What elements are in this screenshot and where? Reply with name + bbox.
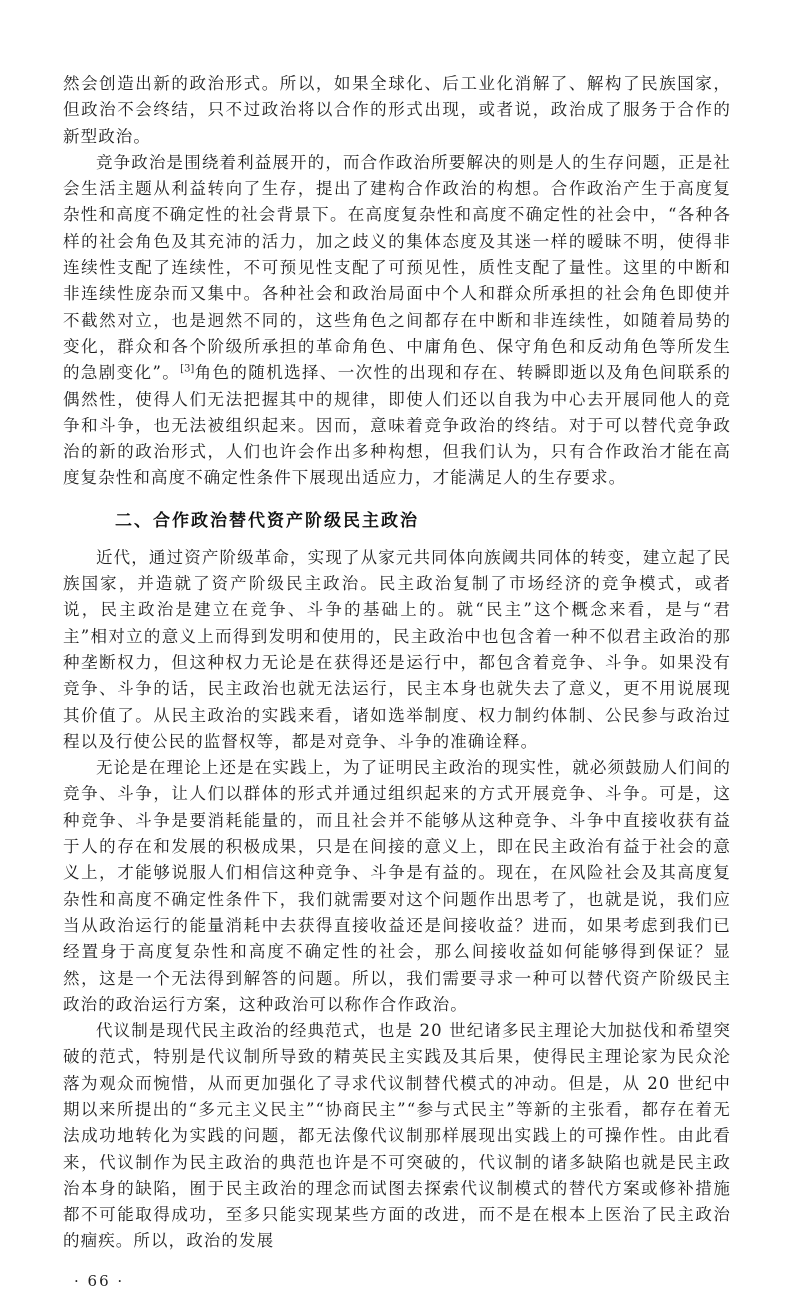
paragraph-competitive-politics: [63, 150, 731, 492]
document-page: [63, 71, 731, 1290]
paragraph-text-before-citation: 竞争政治是围绕着利益展开的，而合作政治所要解决的则是人的生存问题，正是社会生活主题从利益转向了生存，提出了建构合作政治的构想。合作政治产生于高度复杂性和高度不确定性的社会背景下。在高度复杂性和高度不确定性的社会中，“各种各样的社会角色及其充沛的活力，加之歧义的集体态度及其迷一样的暧昧不明，使得非连续性支配了连续性，不可预见性支配了可预见性，质性支配了量性。这里的中断和非连续性庞杂而又集中。各种社会和政治局面中个人和群众所承担的社会角色即使并不截然对立，也是迥然不同的，这些角色之间都存在中断和非连续性，如随着局势的变化，群众和各个阶级所承担的革命角色、中庸角色、保守角色和反动角色等所发生的急剧变化”。: [63, 152, 731, 383]
paragraph-continuation: 然会创造出新的政治形式。所以，如果全球化、后工业化消解了、解构了民族国家，但政治不会终结，只不过政治将以合作的形式出现，或者说，政治成了服务于合作的新型政治。: [63, 74, 731, 146]
paragraph-theory-practice: 无论是在理论上还是在实践上，为了证明民主政治的现实性，就必须鼓励人们间的竞争、斗争，让人们以群体的形式并通过组织起来的方式开展竞争、斗争。可是，这种竞争、斗争是要消耗能量的，而且社会并不能够从这种竞争、斗争中直接收获有益于人的存在和发展的积极成果，只是在间接的意义上，即在民主政治有益于社会的意义上，才能够说服人们相信这种竞争、斗争是有益的。现在，在风险社会及其高度复杂性和高度不确定性条件下，我们就需要对这个问题作出思考了，也就是说，我们应当从政治运行的能量消耗中去获得直接收益还是间接收益？进而，如果考虑到我们已经置身于高度复杂性和高度不确定性的社会，那么间接收益如何能够得到保证？显然，这是一个无法得到解答的问题。所以，我们需要寻求一种可以替代资产阶级民主政治的政治运行方案，这种政治可以称作合作政治。: [63, 758, 731, 1014]
paragraph-text-after-citation: 角色的随机选择、一次性的出现和存在、转瞬即逝以及角色间联系的偶然性，使得人们无法把握其中的规律，即使人们还以自我为中心去开展同他人的竞争和斗争，也无法被组织起来。因而，意味着竞争政治的终结。对于可以替代竞争政治的新的政治形式，人们也许会作出多种构想，但我们认为，只有合作政治才能在高度复杂性和高度不确定性条件下展现出适应力，才能满足人的生存要求。: [63, 363, 732, 488]
section-heading: 二、合作政治替代资产阶级民主政治: [115, 510, 419, 531]
paragraph-modern-democracy: 近代，通过资产阶级革命，实现了从家元共同体向族阈共同体的转变，建立起了民族国家，并造就了资产阶级民主政治。民主政治复制了市场经济的竞争模式，或者说，民主政治是建立在竞争、斗争的基础上的。就“民主”这个概念来看，是与“君主”相对立的意义上而得到发明和使用的，民主政治中也包含着一种不似君主政治的那种垄断权力，但这种权力无论是在获得还是运行中，都包含着竞争、斗争。如果没有竞争、斗争的话，民主政治也就无法运行，民主本身也就失去了意义，更不用说展现其价值了。从民主政治的实践来看，诸如选举制度、权力制约体制、公民参与政治过程以及行使公民的监督权等，都是对竞争、斗争的准确诠释。: [63, 547, 731, 751]
citation-marker-3: [3]: [180, 363, 195, 375]
page-number: · 66 ·: [74, 1271, 125, 1290]
paragraph-representative-system: 代议制是现代民主政治的经典范式，也是 20 世纪诸多民主理论大加挞伐和希望突破的范式，特别是代议制所导致的精英民主实践及其后果，使得民主理论家为民众沦落为观众而惋惜，从而更加强化了寻求代议制替代模式的冲动。但是，从 20 世纪中期以来所提出的“多元主义民主”“协商民主”“参与式民主”等新的主张看，都存在着无法成功地转化为实践的问题，都无法像代议制那样展现出实践上的可操作性。由此看来，代议制作为民主政治的典范也许是不可突破的，代议制的诸多缺陷也就是民主政治本身的缺陷，囿于民主政治的理念而试图去探索代议制模式的替代方案或修补措施都不可能取得成功，至多只能实现某些方面的改进，而不是在根本上医治了民主政治的痼疾。所以，政治的发展: [63, 1021, 731, 1251]
